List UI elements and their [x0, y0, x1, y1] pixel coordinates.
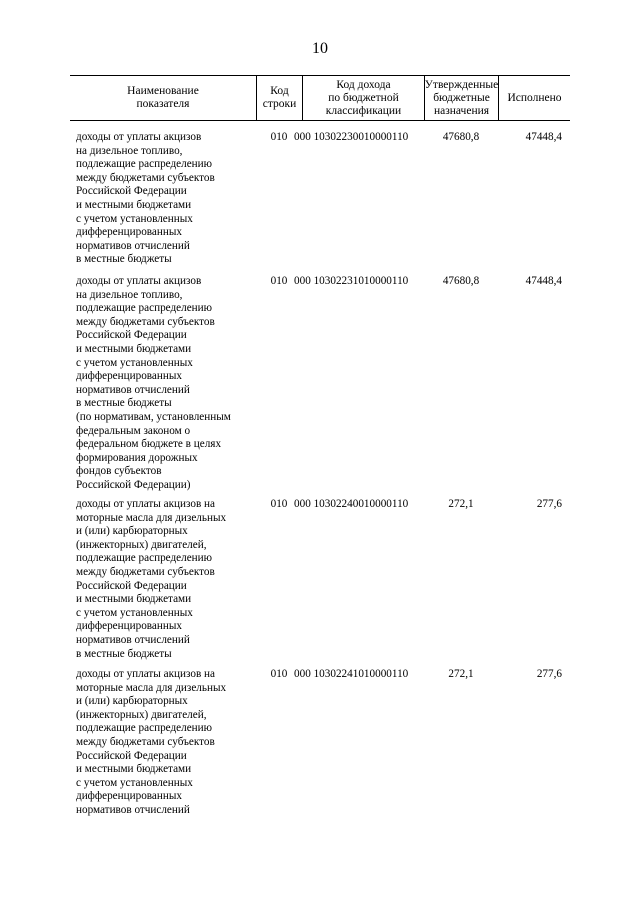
row-approved: 47680,8 — [442, 131, 480, 143]
page-number: 10 — [312, 40, 328, 57]
row-name: доходы от уплаты акцизов на дизельное топливо, подлежащие распределению между бюджетами субъектов Российской Федерации и местными бюджетами с учетом установленных дифференцированных нормативов отчислений в местные бюджеты — [76, 131, 215, 266]
header-income-code: Код дохода по бюджетной классификации — [302, 76, 424, 120]
header-approved: Утвержденные бюджетные назначения — [424, 76, 498, 120]
row-line-code: 010 — [270, 498, 288, 510]
row-approved: 272,1 — [448, 498, 474, 510]
row-name: доходы от уплаты акцизов на моторные масла для дизельных и (или) карбюраторных (инжекторных) двигателей, подлежащие распределению между бюджетами субъектов Российской Федерации и местными бюджетами с учетом установленных дифференцированных нормативов отчислений в местные бюджеты — [76, 498, 227, 660]
row-name: доходы от уплаты акцизов на моторные масла для дизельных и (или) карбюраторных (инжекторных) двигателей, подлежащие распределению между бюджетами субъектов Российской Федерации и местными бюджетами с учетом установленных дифференцированных нормативов отчислений — [76, 668, 227, 816]
row-income-code: 000 10302230010000110 — [294, 131, 409, 143]
header-executed: Исполнено — [498, 76, 570, 120]
row-line-code: 010 — [270, 131, 288, 143]
row-line-code: 010 — [270, 275, 288, 287]
header-line-code: Код строки — [256, 76, 302, 120]
row-approved: 47680,8 — [442, 275, 480, 287]
row-income-code: 000 10302240010000110 — [294, 498, 409, 510]
row-executed: 277,6 — [536, 498, 562, 510]
row-executed: 47448,4 — [525, 131, 562, 143]
table-header — [70, 75, 570, 121]
row-executed: 277,6 — [536, 668, 562, 680]
row-income-code: 000 10302241010000110 — [294, 668, 409, 680]
row-line-code: 010 — [270, 668, 288, 680]
row-executed: 47448,4 — [525, 275, 562, 287]
row-name: доходы от уплаты акцизов на дизельное топливо, подлежащие распределению между бюджетами субъектов Российской Федерации и местными бюджетами с учетом установленных дифференцированных нормативов отчислений в местные бюджеты (по нормативам, установленным федеральным законом о федеральном бюджете в целях формирования дорожных фондов субъектов Российской Федерации) — [76, 275, 231, 491]
header-name: Наименование показателя — [127, 85, 199, 110]
row-approved: 272,1 — [448, 668, 474, 680]
row-income-code: 000 10302231010000110 — [294, 275, 409, 287]
